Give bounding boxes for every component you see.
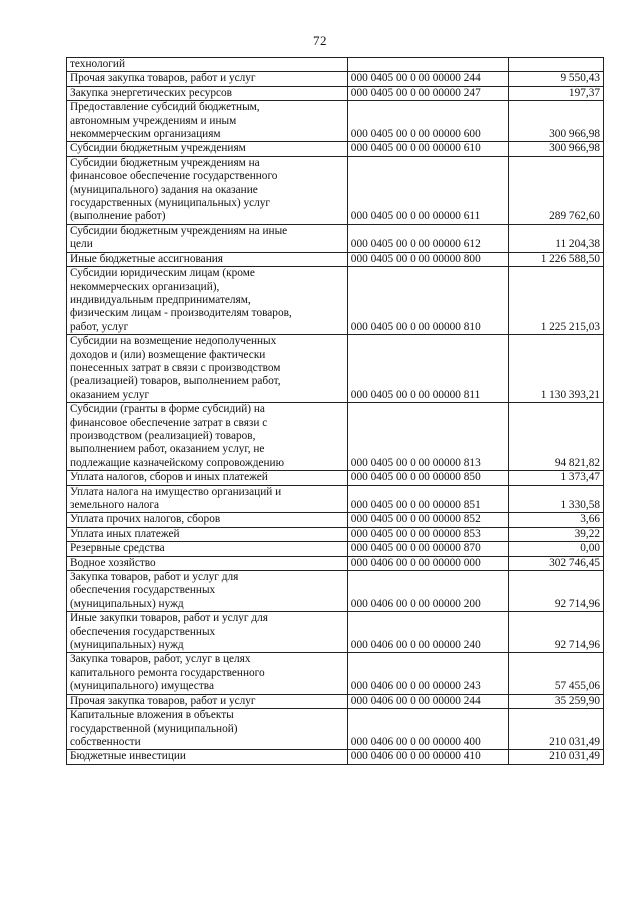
- row-name-cell: Уплата прочих налогов, сборов: [67, 513, 348, 527]
- table-row: [67, 224, 604, 252]
- budget-code-cell: 000 0406 00 0 00 00000 410: [347, 750, 508, 764]
- row-name-cell: Субсидии (гранты в форме субсидий) на финансовое обеспечение затрат в связи с производством (реализацией) товаров, выполнением работ, оказанием услуг, не подлежащие казначейскому сопровождению: [67, 403, 348, 471]
- row-name-cell: Закупка товаров, работ, услуг в целях капитального ремонта государственного (муниципального) имущества: [67, 653, 348, 694]
- table-row: [67, 72, 604, 86]
- budget-code-cell: 000 0406 00 0 00 00000 000: [347, 556, 508, 570]
- budget-code-cell: 000 0405 00 0 00 00000 610: [347, 142, 508, 156]
- table-row: [67, 542, 604, 556]
- budget-code-cell: 000 0405 00 0 00 00000 870: [347, 542, 508, 556]
- table-row: [67, 156, 604, 224]
- row-name-cell: технологий: [67, 58, 348, 72]
- amount-cell: 1 330,58: [508, 485, 603, 513]
- amount-cell: 1 225 215,03: [508, 267, 603, 335]
- budget-code-cell: 000 0406 00 0 00 00000 400: [347, 709, 508, 750]
- table-row: [67, 471, 604, 485]
- table-row: [67, 653, 604, 694]
- table-row: [67, 571, 604, 612]
- amount-cell: 92 714,96: [508, 571, 603, 612]
- budget-code-cell: 000 0405 00 0 00 00000 811: [347, 335, 508, 403]
- amount-cell: 1 130 393,21: [508, 335, 603, 403]
- table-row: [67, 485, 604, 513]
- budget-code-cell: 000 0406 00 0 00 00000 244: [347, 694, 508, 708]
- amount-cell: 0,00: [508, 542, 603, 556]
- budget-code-cell: [347, 58, 508, 72]
- table-row: [67, 694, 604, 708]
- table-row: [67, 556, 604, 570]
- budget-code-cell: 000 0406 00 0 00 00000 240: [347, 612, 508, 653]
- table-row: [67, 750, 604, 764]
- row-name-cell: Прочая закупка товаров, работ и услуг: [67, 694, 348, 708]
- amount-cell: 1 373,47: [508, 471, 603, 485]
- amount-cell: 11 204,38: [508, 224, 603, 252]
- table-row: [67, 335, 604, 403]
- budget-code-cell: 000 0405 00 0 00 00000 612: [347, 224, 508, 252]
- budget-table: [66, 57, 604, 765]
- table-row: [67, 403, 604, 471]
- budget-code-cell: 000 0405 00 0 00 00000 853: [347, 527, 508, 541]
- budget-code-cell: 000 0406 00 0 00 00000 243: [347, 653, 508, 694]
- table-row: [67, 267, 604, 335]
- budget-code-cell: 000 0405 00 0 00 00000 244: [347, 72, 508, 86]
- amount-cell: 92 714,96: [508, 612, 603, 653]
- budget-code-cell: 000 0405 00 0 00 00000 852: [347, 513, 508, 527]
- amount-cell: 302 746,45: [508, 556, 603, 570]
- table-row: [67, 252, 604, 266]
- budget-code-cell: 000 0405 00 0 00 00000 813: [347, 403, 508, 471]
- amount-cell: 35 259,90: [508, 694, 603, 708]
- row-name-cell: Резервные средства: [67, 542, 348, 556]
- row-name-cell: Уплата налогов, сборов и иных платежей: [67, 471, 348, 485]
- row-name-cell: Бюджетные инвестиции: [67, 750, 348, 764]
- row-name-cell: Уплата иных платежей: [67, 527, 348, 541]
- budget-code-cell: 000 0405 00 0 00 00000 850: [347, 471, 508, 485]
- budget-table-body: [67, 58, 604, 765]
- amount-cell: 300 966,98: [508, 101, 603, 142]
- row-name-cell: Закупка энергетических ресурсов: [67, 86, 348, 100]
- row-name-cell: Прочая закупка товаров, работ и услуг: [67, 72, 348, 86]
- amount-cell: 39,22: [508, 527, 603, 541]
- row-name-cell: Субсидии бюджетным учреждениям: [67, 142, 348, 156]
- page-number: 72: [313, 33, 327, 48]
- row-name-cell: Предоставление субсидий бюджетным, автономным учреждениям и иным некоммерческим организациям: [67, 101, 348, 142]
- row-name-cell: Уплата налога на имущество организаций и земельного налога: [67, 485, 348, 513]
- amount-cell: 94 821,82: [508, 403, 603, 471]
- budget-code-cell: 000 0405 00 0 00 00000 611: [347, 156, 508, 224]
- budget-code-cell: 000 0405 00 0 00 00000 600: [347, 101, 508, 142]
- budget-code-cell: 000 0405 00 0 00 00000 247: [347, 86, 508, 100]
- budget-code-cell: 000 0405 00 0 00 00000 800: [347, 252, 508, 266]
- row-name-cell: Субсидии на возмещение недополученных доходов и (или) возмещение фактически понесенных затрат в связи с производством (реализацией) товаров, выполнением работ, оказанием услуг: [67, 335, 348, 403]
- amount-cell: 300 966,98: [508, 142, 603, 156]
- amount-cell: [508, 58, 603, 72]
- budget-code-cell: 000 0405 00 0 00 00000 810: [347, 267, 508, 335]
- row-name-cell: Капитальные вложения в объекты государственной (муниципальной) собственности: [67, 709, 348, 750]
- table-row: [67, 58, 604, 72]
- row-name-cell: Закупка товаров, работ и услуг для обеспечения государственных (муниципальных) нужд: [67, 571, 348, 612]
- amount-cell: 57 455,06: [508, 653, 603, 694]
- amount-cell: 9 550,43: [508, 72, 603, 86]
- amount-cell: 197,37: [508, 86, 603, 100]
- budget-code-cell: 000 0406 00 0 00 00000 200: [347, 571, 508, 612]
- table-row: [67, 142, 604, 156]
- amount-cell: 210 031,49: [508, 750, 603, 764]
- table-row: [67, 709, 604, 750]
- row-name-cell: Субсидии бюджетным учреждениям на финансовое обеспечение государственного (муниципального) задания на оказание государственных (муниципальных) услуг (выполнение работ): [67, 156, 348, 224]
- amount-cell: 210 031,49: [508, 709, 603, 750]
- row-name-cell: Субсидии бюджетным учреждениям на иные цели: [67, 224, 348, 252]
- amount-cell: 3,66: [508, 513, 603, 527]
- row-name-cell: Водное хозяйство: [67, 556, 348, 570]
- amount-cell: 1 226 588,50: [508, 252, 603, 266]
- table-row: [67, 612, 604, 653]
- table-row: [67, 527, 604, 541]
- table-row: [67, 101, 604, 142]
- amount-cell: 289 762,60: [508, 156, 603, 224]
- table-row: [67, 86, 604, 100]
- budget-code-cell: 000 0405 00 0 00 00000 851: [347, 485, 508, 513]
- table-row: [67, 513, 604, 527]
- row-name-cell: Иные закупки товаров, работ и услуг для обеспечения государственных (муниципальных) нужд: [67, 612, 348, 653]
- row-name-cell: Иные бюджетные ассигнования: [67, 252, 348, 266]
- row-name-cell: Субсидии юридическим лицам (кроме некоммерческих организаций), индивидуальным предпринимателям, физическим лицам - производителям товаров, работ, услуг: [67, 267, 348, 335]
